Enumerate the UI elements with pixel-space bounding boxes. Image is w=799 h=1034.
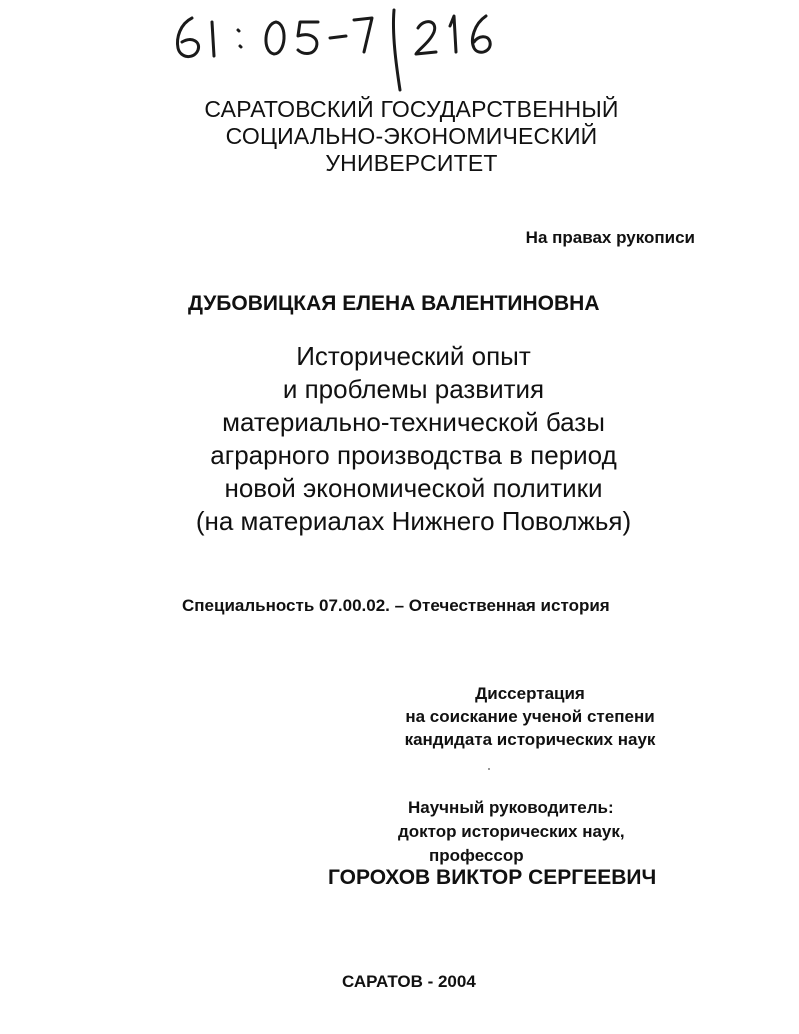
- title-line-1: Исторический опыт: [296, 341, 531, 371]
- supervisor-degree: доктор исторических наук,: [398, 822, 625, 841]
- supervisor-label: Научный руководитель:: [408, 798, 614, 817]
- supervisor-title: профессор: [429, 846, 524, 865]
- author-name: ДУБОВИЦКАЯ ЕЛЕНА ВАЛЕНТИНОВНА: [188, 292, 600, 315]
- rights-note: На правах рукописи: [525, 228, 695, 247]
- title-line-5: новой экономической политики: [224, 473, 603, 503]
- title-line-4: аграрного производства в период: [210, 440, 617, 470]
- specialty: Специальность 07.00.02. – Отечественная история: [182, 596, 610, 615]
- city-year: САРАТОВ - 2004: [342, 972, 476, 991]
- university-line-1: САРАТОВСКИЙ ГОСУДАРСТВЕННЫЙ: [204, 96, 619, 122]
- dissertation-title: [14, 340, 799, 538]
- title-line-2: и проблемы развития: [282, 374, 545, 404]
- university-line-3: УНИВЕРСИТЕТ: [325, 150, 498, 176]
- university-name: [12, 96, 799, 177]
- supervisor-name: ГОРОХОВ ВИКТОР СЕРГЕЕВИЧ: [328, 866, 657, 889]
- dissertation-line-3: кандидата исторических наук: [404, 730, 656, 749]
- dissertation-line-1: Диссертация: [475, 684, 585, 703]
- dissertation-line-2: на соискание ученой степени: [405, 707, 655, 726]
- scan-speck: [488, 768, 490, 770]
- university-line-2: СОЦИАЛЬНО-ЭКОНОМИЧЕСКИЙ: [225, 123, 598, 149]
- dissertation-degree: [380, 682, 680, 751]
- title-line-3: материально-технической базы: [222, 407, 605, 437]
- title-line-6: (на материалах Нижнего Поволжья): [195, 506, 632, 536]
- archive-mark-handwriting: [168, 4, 528, 94]
